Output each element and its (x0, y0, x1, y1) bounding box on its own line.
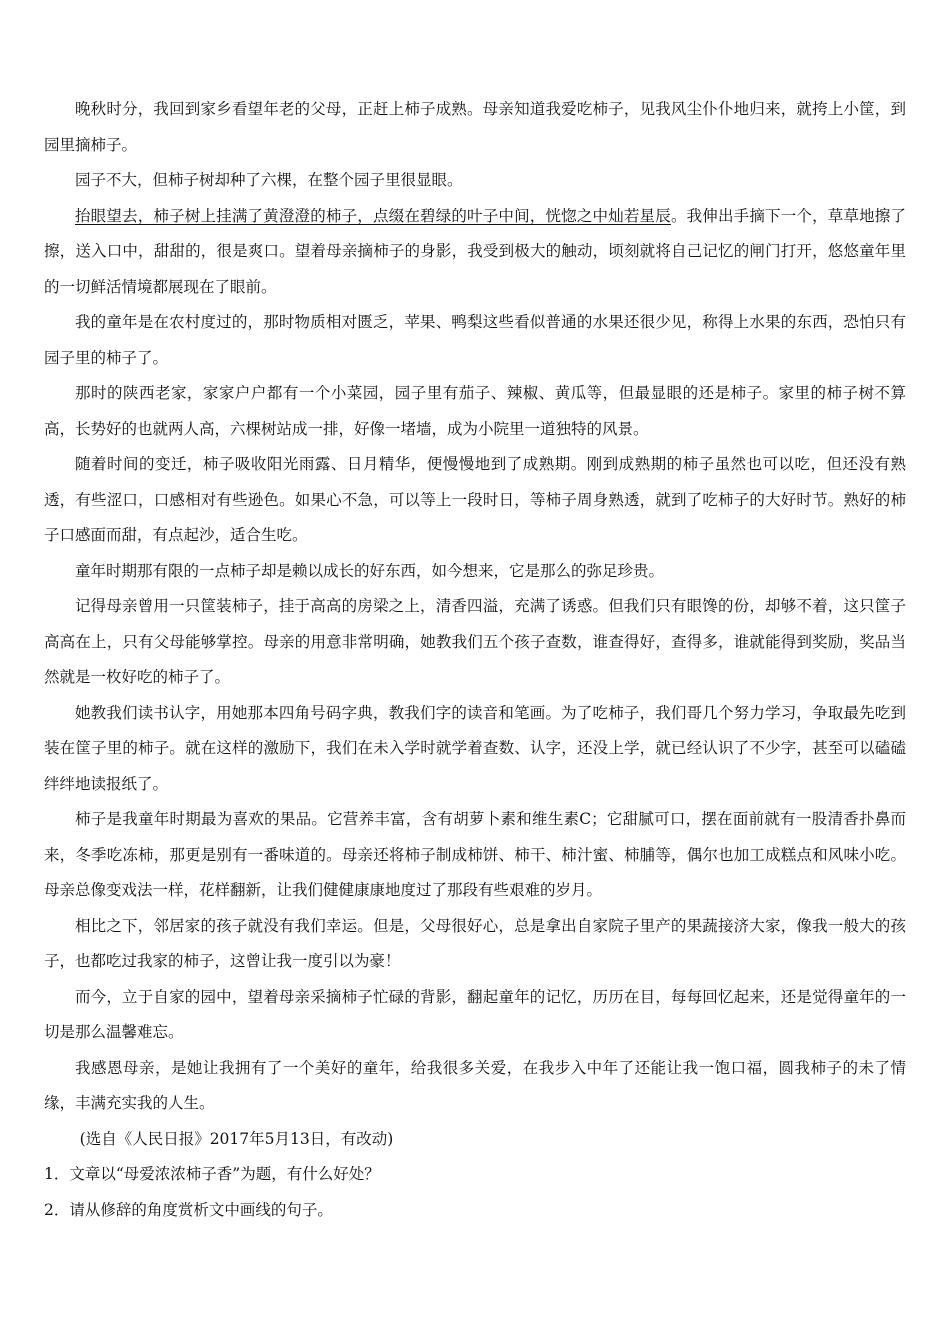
question-2: 2．请从修辞的角度赏析文中画线的句子。 (44, 1200, 333, 1219)
source-citation: (选自《人民日报》2017年5月13日，有改动) (79, 1129, 394, 1148)
paragraph: 我的童年是在农村度过的，那时物质相对匮乏，苹果、鸭梨这些看似普通的水果还很少见，称得上水果的东西，恐怕只有园子里的柿子了。 (44, 313, 906, 367)
underlined-sentence: 抬眼望去，柿子树上挂满了黄澄澄的柿子，点缀在碧绿的叶子中间，恍惚之中灿若星辰 (75, 206, 671, 225)
paragraph-with-underline (44, 199, 906, 306)
paragraph: 柿子是我童年时期最为喜欢的果品。它营养丰富，含有胡萝卜素和维生素C；它甜腻可口，摆在面前就有一股清香扑鼻而来，冬季吃冻柿，那更是别有一番味道的。母亲还将柿子制成柿饼、柿干、柿汁蜜、柿脯等，偶尔也加工成糕点和风味小吃。母亲总像变戏法一样，花样翻新，让我们健健康康地度过了那段有些艰难的岁月。 (44, 810, 906, 899)
question-1: 1．文章以“母爱浓浓柿子香”为题，有什么好处？ (44, 1165, 380, 1183)
paragraph: 随着时间的变迁，柿子吸收阳光雨露、日月精华，便慢慢地到了成熟期。刚到成熟期的柿子虽然也可以吃，但还没有熟透，有些涩口，口感相对有些逊色。如果心不急，可以等上一段时日，等柿子周身熟透，就到了吃柿子的大好时节。熟好的柿子口感面而甜，有点起沙，适合生吃。 (44, 455, 906, 544)
paragraph: 她教我们读书认字，用她那本四角号码字典，教我们字的读音和笔画。为了吃柿子，我们哥几个努力学习，争取最先吃到装在筐子里的柿子。就在这样的激励下，我们在未入学时就学着查数、认字，还没上学，就已经认识了不少字，甚至可以磕磕绊绊地读报纸了。 (44, 703, 906, 793)
paragraph: 记得母亲曾用一只筐装柿子，挂于高高的房梁之上，清香四溢，充满了诱惑。但我们只有眼馋的份，却够不着，这只筐子高高在上，只有父母能够掌控。母亲的用意非常明确，她教我们五个孩子查数，谁查得好，查得多，谁就能得到奖励，奖品当然就是一枚好吃的柿子了。 (44, 597, 906, 686)
paragraph: 园子不大，但柿子树却种了六棵，在整个园子里很显眼。 (75, 171, 463, 189)
paragraph: 那时的陕西老家，家家户户都有一个小菜园，园子里有茄子、辣椒、黄瓜等，但最显眼的还是柿子。家里的柿子树不算高，长势好的也就两人高，六棵树站成一排，好像一堵墙，成为小院里一道独特的风景。 (44, 384, 906, 438)
paragraph: 而今，立于自家的园中，望着母亲采摘柿子忙碌的背影，翻起童年的记忆，历历在目，每每回忆起来，还是觉得童年的一切是那么温馨难忘。 (44, 987, 906, 1041)
paragraph: 相比之下，邻居家的孩子就没有我们幸运。但是，父母很好心，总是拿出自家院子里产的果蔬接济大家，像我一般大的孩子，也都吃过我家的柿子，这曾让我一度引以为豪！ (44, 916, 906, 970)
paragraph-rest: 。我伸出手摘下一个，草草地擦了擦，送入口中，甜甜的，很是爽口。望着母亲摘柿子的身影，我受到极大的触动，顷刻就将自己记忆的闸门打开，悠悠童年里的一切鲜活情境都展现在了眼前。 (44, 206, 906, 296)
article (44, 92, 906, 1228)
paragraph: 童年时期那有限的一点柿子却是赖以成长的好东西，如今想来，它是那么的弥足珍贵。 (75, 561, 665, 580)
paragraph: 我感恩母亲，是她让我拥有了一个美好的童年，给我很多关爱，在我步入中年了还能让我一饱口福，圆我柿子的未了情缘，丰满充实我的人生。 (44, 1058, 906, 1112)
paragraph: 晚秋时分，我回到家乡看望年老的父母，正赶上柿子成熟。母亲知道我爱吃柿子，见我风尘仆仆地归来，就挎上小筐，到园里摘柿子。 (44, 100, 906, 154)
